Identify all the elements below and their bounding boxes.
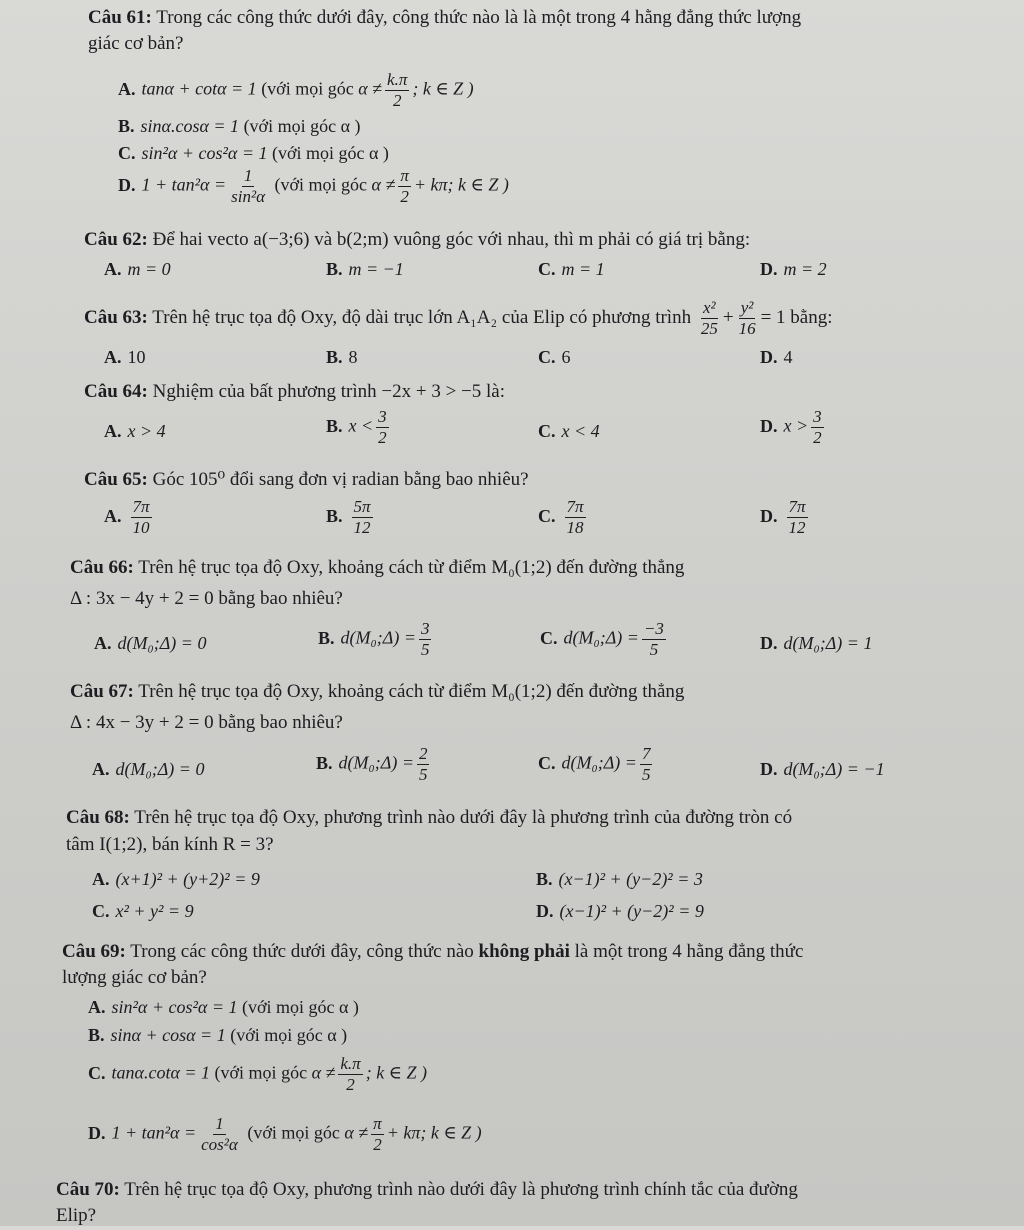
- q69-option-d: D. 1 + tan²α = $\frac{1}{\text{cos²α}}$ (với mọi góc α ≠ $\frac{\pi}{2}$ + kπ; k ∈ Z ): [88, 1114, 482, 1154]
- q61-stem-line2: giác cơ bản?: [88, 33, 184, 54]
- q70-stem: Câu 70: Trên hệ trục tọa độ Oxy, phương trình nào dưới đây là phương trình chính tắc của đường: [56, 1179, 798, 1200]
- q63-option-d: D. 4: [760, 347, 793, 367]
- q69-stem-line2: lượng giác cơ bản?: [62, 967, 207, 988]
- q65-option-c: C. $\frac{7\pi}{18}$: [538, 497, 584, 537]
- q69-option-b: B. sinα + cosα = 1 (với mọi góc α ): [88, 1025, 348, 1045]
- q69-option-a: A. sin²α + cos²α = 1 (với mọi góc α ): [88, 997, 359, 1017]
- q66-option-a: A. d(M₀;Δ) = 0: [94, 633, 207, 653]
- q64-option-a: A. x > 4: [104, 421, 166, 441]
- q68-stem: Câu 68: Trên hệ trục tọa độ Oxy, phương trình nào dưới đây là phương trình của đường tròn có: [66, 807, 793, 828]
- q66-option-c: C. d(M₀;Δ) = $\frac{-3}{5}$: [540, 619, 664, 659]
- q61-option-d: D. 1 + tan²α = $\frac{1}{\text{sin²α}}$ (với mọi góc α ≠ $\frac{\pi}{2}$ + kπ; k ∈ Z ): [118, 166, 509, 206]
- q68-option-c: C. x² + y² = 9: [92, 901, 194, 921]
- q68-option-d: D. (x−1)² + (y−2)² = 9: [536, 901, 704, 921]
- q65-option-b: B. $\frac{5\pi}{12}$: [326, 497, 371, 537]
- q67-stem-line2: Δ : 4x − 3y + 2 = 0 bằng bao nhiêu?: [70, 712, 343, 733]
- q63-option-c: C. 6: [538, 347, 571, 367]
- q63-option-b: B. 8: [326, 347, 358, 367]
- q69-stem: Câu 69: Trong các công thức dưới đây, công thức nào không phải là một trong 4 hằng đẳng thức: [62, 941, 804, 962]
- q65-option-a: A. $\frac{7\pi}{10}$: [104, 497, 150, 537]
- q68-stem-line2: tâm I(1;2), bán kính R = 3?: [66, 834, 274, 855]
- q62-option-c: C. m = 1: [538, 259, 605, 279]
- q66-option-b: B. d(M₀;Δ) = $\frac{3}{5}$: [318, 619, 430, 659]
- q66-stem: Câu 66: Trên hệ trục tọa độ Oxy, khoảng cách từ điểm M₀(1;2) đến đường thẳng: [70, 557, 685, 578]
- q64-option-c: C. x < 4: [538, 421, 600, 441]
- q63-stem: Câu 63: Trên hệ trục tọa độ Oxy, độ dài trục lớn A₁A₂ của Elip có phương trình $\frac{\text{x²}}{25}$ + $\frac{\text{y²}}{16}$ = 1 bằng:: [84, 298, 833, 339]
- q66-option-d: D. d(M₀;Δ) = 1: [760, 633, 873, 653]
- q66-stem-line2: Δ : 3x − 4y + 2 = 0 bằng bao nhiêu?: [70, 588, 343, 609]
- q64-option-d: D. x > $\frac{3}{2}$: [760, 407, 822, 447]
- q61-stem: Câu 61: Trong các công thức dưới đây, công thức nào là là một trong 4 hằng đẳng thức lượng: [88, 7, 802, 28]
- q63-option-a: A. 10: [104, 347, 146, 367]
- q64-stem: Câu 64: Nghiệm của bất phương trình −2x + 3 > −5 là:: [84, 381, 505, 402]
- q67-option-b: B. d(M₀;Δ) = $\frac{2}{5}$: [316, 744, 428, 784]
- q70-stem-line2: Elip?: [56, 1205, 97, 1226]
- q67-stem: Câu 67: Trên hệ trục tọa độ Oxy, khoảng cách từ điểm M₀(1;2) đến đường thẳng: [70, 681, 685, 702]
- q67-option-c: C. d(M₀;Δ) = $\frac{7}{5}$: [538, 744, 651, 784]
- q64-option-b: B. x < $\frac{3}{2}$: [326, 407, 387, 447]
- q61-option-c: C. sin²α + cos²α = 1 (với mọi góc α ): [118, 143, 389, 163]
- q68-option-a: A. (x+1)² + (y+2)² = 9: [92, 869, 260, 889]
- q65-option-d: D. $\frac{7\pi}{12}$: [760, 497, 806, 537]
- q62-stem: Câu 62: Để hai vecto a(−3;6) và b(2;m) vuông góc với nhau, thì m phải có giá trị bằng:: [84, 229, 751, 250]
- q65-stem: Câu 65: Góc 105⁰ đổi sang đơn vị radian bằng bao nhiêu?: [84, 469, 529, 490]
- q67-option-d: D. d(M₀;Δ) = −1: [760, 759, 885, 779]
- q67-option-a: A. d(M₀;Δ) = 0: [92, 759, 205, 779]
- q62-option-d: D. m = 2: [760, 259, 827, 279]
- q62-option-b: B. m = −1: [326, 259, 404, 279]
- q69-option-c: C. tanα.cotα = 1 (với mọi góc α ≠ $\frac{k.\pi}{2}$ ; k ∈ Z ): [88, 1054, 428, 1094]
- q61-option-a: A. tanα + cotα = 1 (với mọi góc α ≠ $\frac{k.\pi}{2}$ ; k ∈ Z ): [118, 70, 474, 110]
- q62-option-a: A. m = 0: [104, 259, 171, 279]
- q61-option-b: B. sinα.cosα = 1 (với mọi góc α ): [118, 116, 361, 136]
- q68-option-b: B. (x−1)² + (y−2)² = 3: [536, 869, 703, 889]
